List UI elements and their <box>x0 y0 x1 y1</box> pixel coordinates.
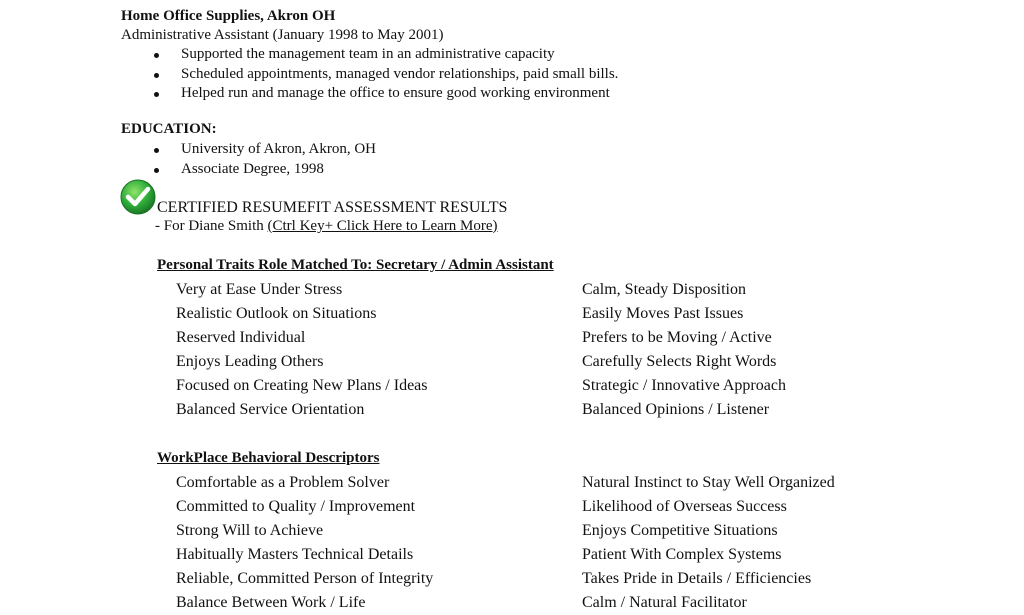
table-row: Habitually Masters Technical Details Patient With Complex Systems <box>176 546 782 563</box>
workplace-table <box>176 471 876 615</box>
table-row: Realistic Outlook on Situations Easily Moves Past Issues <box>176 305 744 322</box>
learn-more-link[interactable]: (Ctrl Key+ Click Here to Learn More) <box>267 218 498 234</box>
list-item: Supported the management team in an administrative capacity <box>181 45 618 65</box>
assessment-for <box>155 218 498 235</box>
job-role: Administrative Assistant (January 1998 to May 2001) <box>121 27 444 43</box>
table-row: Committed to Quality / Improvement Likelihood of Overseas Success <box>176 498 787 515</box>
list-item: Associate Degree, 1998 <box>181 160 376 180</box>
education-heading: EDUCATION: <box>121 121 217 137</box>
assessment-for-prefix: - For Diane Smith <box>155 218 264 234</box>
table-row: Focused on Creating New Plans / Ideas Strategic / Innovative Approach <box>176 377 786 394</box>
table-row: Enjoys Leading Others Carefully Selects Right Words <box>176 353 777 370</box>
table-row: Comfortable as a Problem Solver Natural Instinct to Stay Well Organized <box>176 474 835 491</box>
list-item: University of Akron, Akron, OH <box>181 140 376 160</box>
education-list <box>181 140 376 179</box>
bullet-icon <box>154 168 159 173</box>
bullet-icon <box>154 53 159 58</box>
personal-traits-heading: Personal Traits Role Matched To: Secretary / Admin Assistant <box>157 257 554 273</box>
table-row: Reliable, Committed Person of Integrity Takes Pride in Details / Efficiencies <box>176 570 812 587</box>
table-row: Balanced Service Orientation Balanced Opinions / Listener <box>176 401 770 418</box>
bullet-icon <box>154 92 159 97</box>
bullet-icon <box>154 73 159 78</box>
workplace-heading: WorkPlace Behavioral Descriptors <box>157 450 380 466</box>
personal-traits-table <box>176 278 876 422</box>
list-item: Scheduled appointments, managed vendor relationships, paid small bills. <box>181 65 618 85</box>
list-item: Helped run and manage the office to ensure good working environment <box>181 84 618 104</box>
bullet-icon <box>154 148 159 153</box>
table-row: Reserved Individual Prefers to be Moving / Active <box>176 329 772 346</box>
job-bullets <box>181 45 618 104</box>
table-row: Balance Between Work / Life Calm / Natural Facilitator <box>176 594 747 611</box>
table-row: Very at Ease Under Stress Calm, Steady Disposition <box>176 281 746 298</box>
table-row: Strong Will to Achieve Enjoys Competitive Situations <box>176 522 778 539</box>
assessment-title: CERTIFIED RESUMEFIT ASSESSMENT RESULTS <box>157 199 508 216</box>
company-heading: Home Office Supplies, Akron OH <box>121 8 336 24</box>
checkmark-icon <box>119 178 157 216</box>
